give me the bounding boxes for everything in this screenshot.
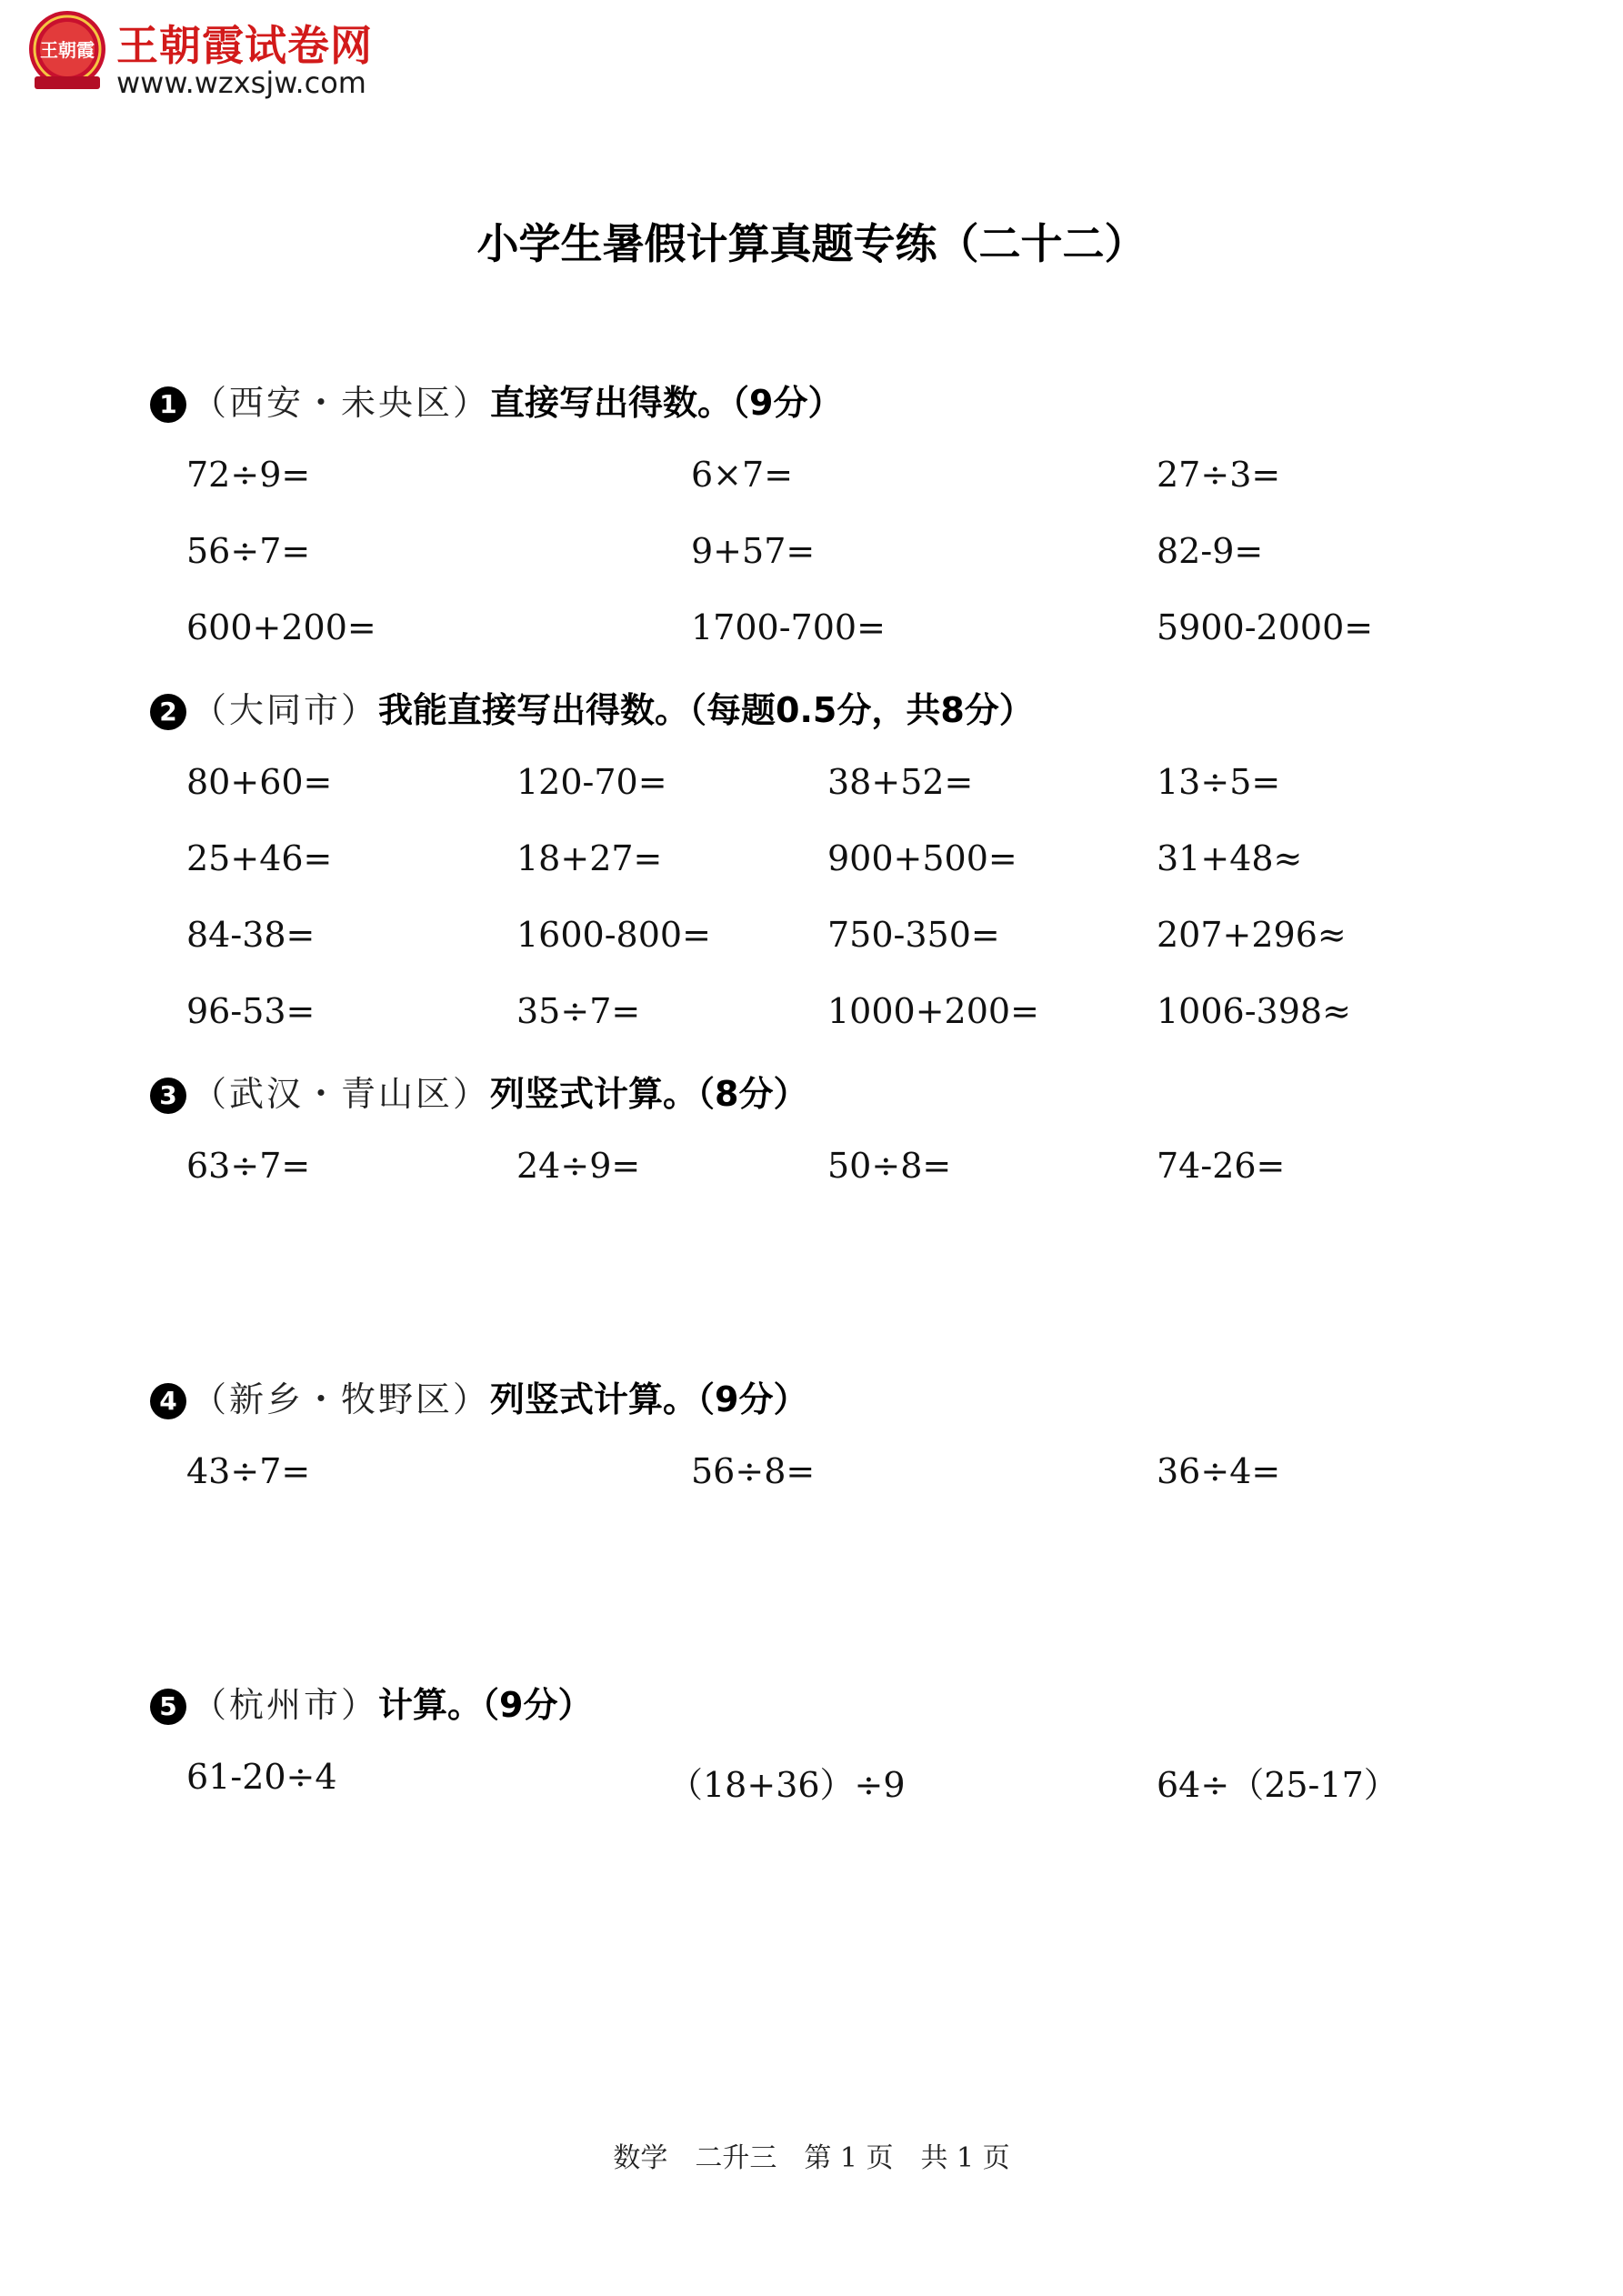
problem: 50÷8= [827,1146,952,1186]
problem: 6×7= [691,455,794,495]
problem: 5900-2000= [1157,607,1374,647]
problem: 25+46= [186,838,333,878]
section-number: 1 [150,386,186,423]
section-5-heading [150,1677,592,1727]
page-title: 小学生暑假计算真题专练（二十二） [476,219,1147,268]
section-3-heading [150,1066,807,1116]
problem: 1006-398≈ [1157,991,1351,1031]
problem: 84-38= [186,915,316,955]
logo-url: www.wzxsjw.com [116,65,366,100]
problem: 36÷4= [1157,1451,1281,1491]
problem: 600+200= [186,607,376,647]
problem-row [0,531,1623,577]
section-number: 2 [150,694,186,730]
logo-badge-icon [25,9,109,93]
site-logo [25,9,407,109]
problem: 96-53= [186,991,316,1031]
problem-row [0,607,1623,653]
logo-name: 王朝霞试卷网 [116,21,373,70]
problem: 80+60= [186,762,333,802]
problem: 38+52= [827,762,974,802]
problem: 43÷7= [186,1451,311,1491]
problem-row [0,1451,1623,1497]
problem: 900+500= [827,838,1017,878]
problem: 31+48≈ [1157,838,1303,878]
section-2-heading [150,682,1034,732]
problem-row [0,762,1623,807]
problem: 63÷7= [186,1146,311,1186]
problem: 72÷9= [186,455,311,495]
section-region: （武汉・青山区） [192,1074,491,1114]
section-region: （杭州市） [192,1685,379,1725]
problem: 120-70= [516,762,667,802]
section-region: （新乡・牧野区） [192,1379,491,1419]
section-1-heading [150,375,842,425]
section-region: （西安・未央区） [192,383,491,423]
problem-row [0,991,1623,1037]
problem-row [0,1757,1623,1805]
section-instruction: 列竖式计算。（9分） [490,1379,808,1419]
problem-row [0,455,1623,500]
section-instruction: 计算。（9分） [378,1685,593,1725]
problem: 9+57= [691,531,816,571]
problem: 13÷5= [1157,762,1281,802]
section-instruction: 直接写出得数。（9分） [490,383,843,423]
problem: 18+27= [516,838,663,878]
problem: 1000+200= [827,991,1039,1031]
problem: 74-26= [1157,1146,1286,1186]
section-instruction: 我能直接写出得数。（每题0.5分，共8分） [378,690,1034,730]
problem: 207+296≈ [1157,915,1347,955]
problem-row [0,915,1623,960]
problem: 1600-800= [516,915,711,955]
problem: 750-350= [827,915,1000,955]
section-number: 5 [150,1689,186,1725]
section-4-heading [150,1371,807,1421]
problem: 24÷9= [516,1146,641,1186]
problem: 82-9= [1157,531,1264,571]
problem: 1700-700= [691,607,886,647]
problem: （18+36）÷9 [668,1765,906,1805]
problem: 64÷（25-17） [1157,1765,1398,1805]
section-instruction: 列竖式计算。（8分） [490,1074,808,1114]
section-region: （大同市） [192,690,379,730]
problem: 61-20÷4 [186,1757,337,1797]
problem: 35÷7= [516,991,641,1031]
page-footer: 数学 二升三 第 1 页 共 1 页 [613,2142,1010,2174]
problem-row [0,1146,1623,1191]
section-number: 4 [150,1383,186,1419]
badge-text: 王朝霞 [40,39,95,61]
problem: 56÷8= [691,1451,816,1491]
section-number: 3 [150,1078,186,1114]
problem: 56÷7= [186,531,311,571]
problem-row [0,838,1623,884]
problem: 27÷3= [1157,455,1281,495]
